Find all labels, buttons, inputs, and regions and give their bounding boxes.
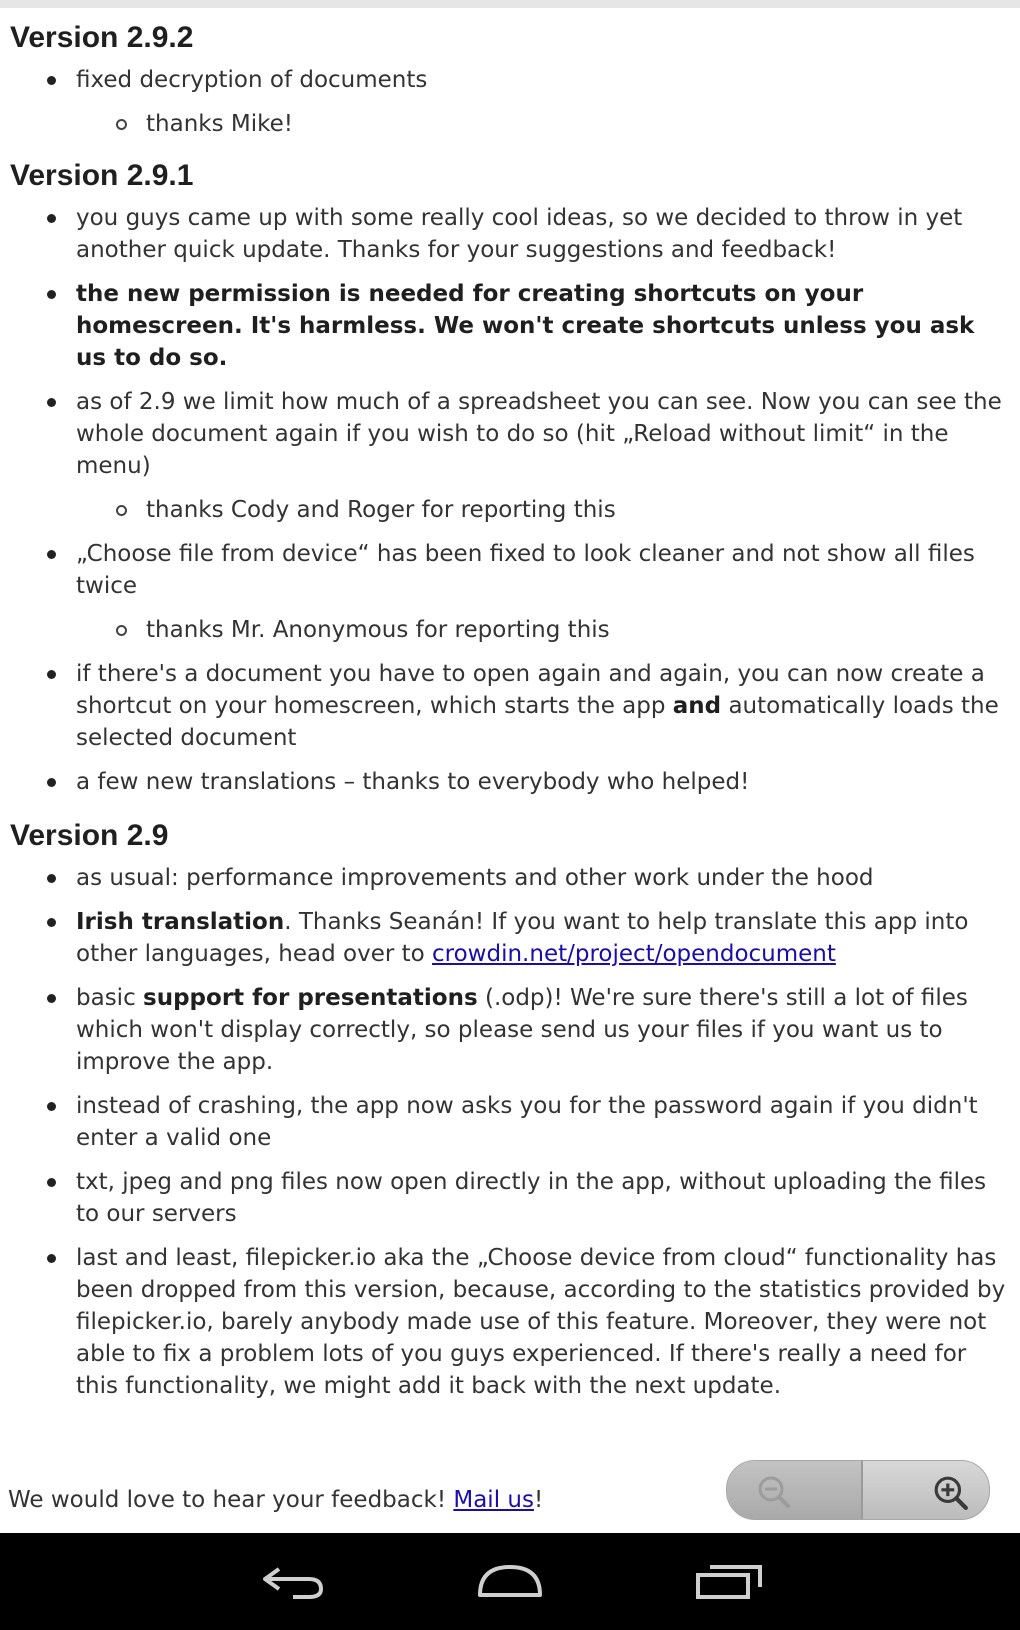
feedback-footer: We would love to hear your feedback! Mail us!: [8, 1487, 544, 1513]
list-subitem: thanks Mike!: [146, 108, 1020, 140]
mail-us-link[interactable]: Mail us: [453, 1487, 534, 1513]
list-item: you guys came up with some really cool ideas, so we decided to throw in yet another quick update. Thanks for your suggestions and feedback!: [76, 202, 1020, 266]
list-item: if there's a document you have to open again and again, you can now create a shortcut on your homescreen, which starts the app and automatically loads the selected document: [76, 658, 1020, 754]
back-icon: [259, 1559, 329, 1603]
list-item: txt, jpeg and png files now open directly in the app, without uploading the files to our servers: [76, 1166, 1020, 1230]
changelog-list: [0, 862, 1020, 1402]
zoom-controls: [726, 1460, 990, 1520]
changelog-content[interactable]: [0, 8, 1020, 1533]
list-item: last and least, filepicker.io aka the „Choose device from cloud“ functionality has been dropped from this version, because, according to the statistics provided by filepicker.io, barely anybody made use of this feature. Moreover, they were not able to fix a problem lots of you guys experienced. If there's really a need for this functionality, we might add it back with the next update.: [76, 1242, 1020, 1402]
list-item: as usual: performance improvements and other work under the hood: [76, 862, 1020, 894]
list-item: Irish translation. Thanks Seanán! If you want to help translate this app into other languages, head over to crowdin.net/project/opendocument: [76, 906, 1020, 970]
version-heading: Version 2.9: [10, 819, 169, 852]
back-button[interactable]: [254, 1553, 334, 1609]
list-item: basic support for presentations (.odp)! We're sure there's still a lot of files which won't display correctly, so please send us your files if you want us to improve the app.: [76, 982, 1020, 1078]
crowdin-link[interactable]: crowdin.net/project/opendocument: [432, 941, 836, 967]
system-navigation-bar: [0, 1533, 1020, 1630]
zoom-in-icon: [933, 1475, 969, 1511]
list-item: „Choose file from device“ has been fixed to look cleaner and not show all files twice: [76, 538, 1020, 602]
list-item: fixed decryption of documents: [76, 64, 1020, 96]
changelog-list: [0, 202, 1020, 798]
zoom-out-button[interactable]: [727, 1461, 863, 1519]
home-button[interactable]: [470, 1553, 550, 1609]
top-edge: [0, 0, 1020, 8]
list-item: a few new translations – thanks to everybody who helped!: [76, 766, 1020, 798]
list-subitem: thanks Cody and Roger for reporting this: [146, 494, 1020, 526]
recent-apps-button[interactable]: [690, 1553, 770, 1609]
changelog-list: [0, 64, 1020, 140]
zoom-in-button[interactable]: [863, 1461, 989, 1519]
list-item: as of 2.9 we limit how much of a spreadsheet you can see. Now you can see the whole document again if you wish to do so (hit „Reload without limit“ in the menu): [76, 386, 1020, 482]
list-subitem: thanks Mr. Anonymous for reporting this: [146, 614, 1020, 646]
version-heading: Version 2.9.1: [10, 159, 194, 192]
list-item: instead of crashing, the app now asks you for the password again if you didn't enter a valid one: [76, 1090, 1020, 1154]
list-item: the new permission is needed for creating shortcuts on your homescreen. It's harmless. We won't create shortcuts unless you ask us to do so.: [76, 278, 1020, 374]
home-icon: [474, 1559, 546, 1603]
zoom-out-icon: [757, 1475, 791, 1509]
version-heading: Version 2.9.2: [10, 21, 194, 54]
recent-apps-icon: [694, 1559, 766, 1603]
